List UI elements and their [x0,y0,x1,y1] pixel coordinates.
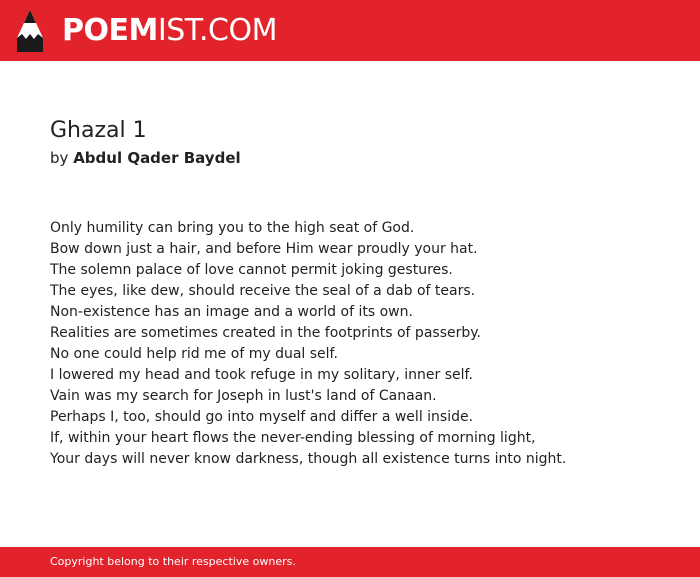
pencil-icon[interactable] [17,10,43,52]
poem-line: No one could help rid me of my dual self. [50,346,338,362]
copyright-text: Copyright belong to their respective owners. [50,555,296,568]
poem-line: The solemn palace of love cannot permit joking gestures. [50,262,453,278]
poem-line: The eyes, like dew, should receive the seal of a dab of tears. [50,283,476,299]
poem-line: Only humility can bring you to the high seat of God. [50,220,415,236]
site-header [0,0,700,61]
logo-bold-text: POEM [62,13,158,48]
poem-line: Perhaps I, too, should go into myself and differ a well inside. [50,409,474,425]
byline [50,148,670,168]
site-footer [0,547,700,577]
poem-body [50,218,670,470]
poem-line: If, within your heart flows the never-ending blessing of morning light, [50,430,536,446]
poem-line: Your days will never know darkness, though all existence turns into night. [50,451,567,467]
logo-light-text: IST.COM [157,13,277,48]
poem-line: Vain was my search for Joseph in lust's land of Canaan. [50,388,437,404]
poem-line: Realities are sometimes created in the footprints of passerby. [50,325,481,341]
poem-header [50,116,670,168]
site-logo[interactable] [62,13,277,49]
by-label: by [50,149,69,167]
poem-line: I lowered my head and took refuge in my solitary, inner self. [50,367,473,383]
poem-title: Ghazal 1 [50,118,147,143]
author-name: Abdul Qader Baydel [73,149,241,167]
poem-line: Bow down just a hair, and before Him wear proudly your hat. [50,241,478,257]
poem-line: Non-existence has an image and a world of its own. [50,304,413,320]
